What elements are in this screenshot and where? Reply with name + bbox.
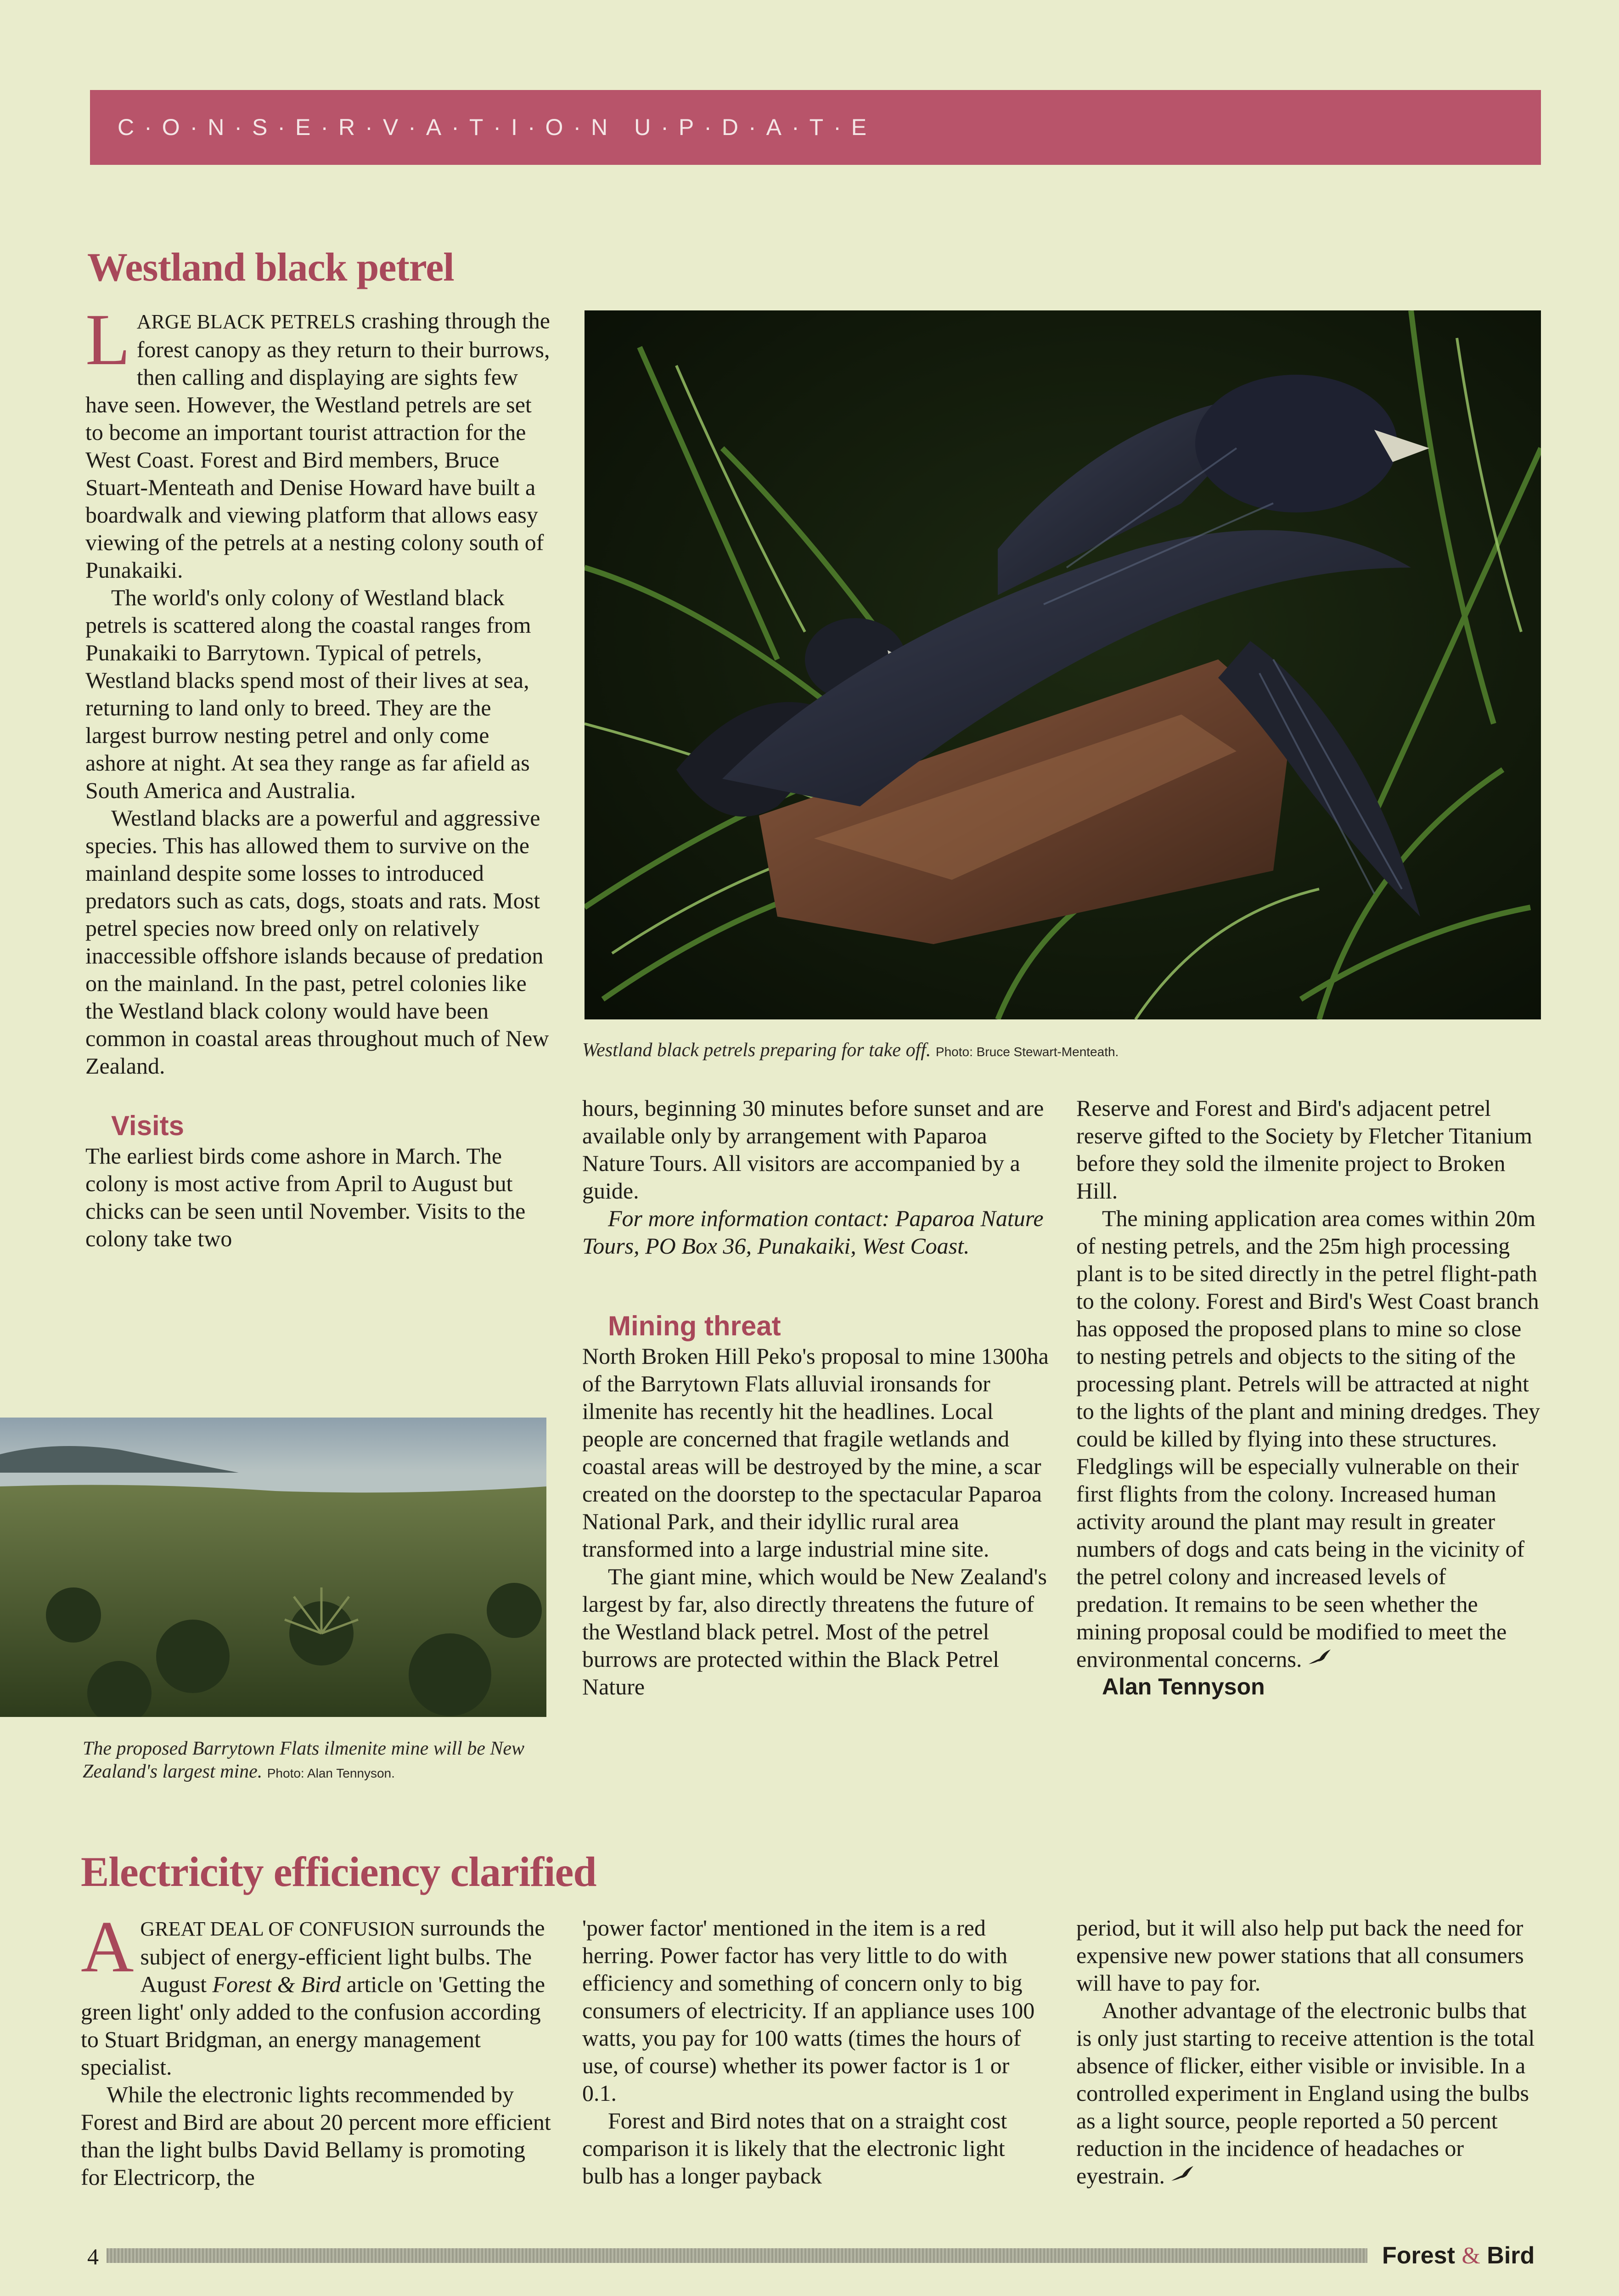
paragraph: Forest and Bird notes that on a straight cost comparison it is likely that the electronic light bulb has a longer payback xyxy=(582,2108,1007,2189)
petrel-photo xyxy=(585,310,1541,1019)
drop-cap: A xyxy=(81,1906,134,1987)
article-column-1 xyxy=(85,298,551,1252)
paragraph: Westland blacks are a powerful and aggressive species. This has allowed them to survive on the mainland despite some losses to introduced predators such as cats, dogs, stoats and rats. Most petrel species now breed only on relatively inaccessible offshore islands because of predation on the mainland. In the past, petrel colonies like the Westland black colony would have been common in coastal areas throughout much of New Zealand. xyxy=(85,805,549,1079)
paragraph: The world's only colony of Westland black petrels is scattered along the coastal ranges from Punakaiki to Barrytown. Typical of petrels, Westland blacks spend most of their lives at sea, returning to land only to breed. They are the largest burrow nesting petrel and only come ashore at night. At sea they range as far afield as South America and Australia. xyxy=(85,585,531,803)
paragraph: period, but it will also help put back the need for expensive new power stations that all consumers will have to pay for. xyxy=(1076,1915,1524,1996)
magazine-brand: Forest & Bird xyxy=(1382,2242,1535,2269)
article-column-2 xyxy=(582,1914,1049,2189)
section-banner xyxy=(90,90,1541,165)
banner-label: C·O·N·S·E·R·V·A·T·I·O·N U·P·D·A·T·E xyxy=(118,114,877,140)
contact-info: For more information contact: Paparoa Nature Tours, PO Box 36, Punakaiki, West Coast. xyxy=(582,1205,1044,1259)
article-column-3 xyxy=(1076,1094,1543,1700)
paragraph: The giant mine, which would be New Zealand's largest by far, also directly threatens the future of the Westland black petrel. Most of the petrel burrows are protected within the Black Petrel Nature xyxy=(582,1564,1047,1699)
landscape-photo-caption: The proposed Barrytown Flats ilmenite mine will be New Zealand's largest mine. Photo: Alan Tennyson. xyxy=(83,1738,525,1782)
paragraph: North Broken Hill Peko's proposal to mine 1300ha of the Barrytown Flats alluvial ironsands for ilmenite has recently hit the headlines. Local people are concerned that fragile wetlands and coastal areas will be destroyed by the mine, a scar created on the doorstep to the spectacular Paparoa National Park, and their idyllic rural area transformed into a large industrial mine site. xyxy=(582,1343,1049,1562)
lead-paragraph: LARGE BLACK PETRELS crashing through the forest canopy as they return to their burrows, then calling and displaying are sights few have seen. However, the Westland petrels are set to become an important tourist attraction for the West Coast. Forest and Bird members, Bruce Stuart-Menteath and Denise Howard have built a boardwalk and viewing platform that allows easy viewing of the petrels at a nesting colony south of Punakaiki. xyxy=(85,298,550,583)
footer-rule xyxy=(107,2248,1367,2263)
paragraph: hours, beginning 30 minutes before sunset and are available only by arrangement with Paparoa Nature Tours. All visitors are accompanied by a guide. xyxy=(582,1095,1044,1204)
author-byline: Alan Tennyson xyxy=(1102,1674,1265,1699)
page-number: 4 xyxy=(87,2244,99,2269)
paragraph: 'power factor' mentioned in the item is a red herring. Power factor has very little to do with efficiency and something of concern only to big consumers of electricity. If an appliance uses 100 watts, you pay for 100 watts (times the hours of use, of course) whether its power factor is 1 or 0.1. xyxy=(582,1915,1035,2106)
photo-credit: Photo: Alan Tennyson. xyxy=(267,1766,395,1780)
paragraph: While the electronic lights recommended by Forest and Bird are about 20 percent more efficient than the light bulbs David Bellamy is promoting for Electricorp, the xyxy=(81,2082,551,2190)
bird-end-mark-icon xyxy=(1170,2165,1194,2183)
lead-paragraph: AGREAT DEAL OF CONFUSION surrounds the subject of energy-efficient light bulbs. The August Forest & Bird article on 'Getting the green light' only added to the confusion according to Stuart Bridgman, an energy management specialist. xyxy=(81,1906,545,2080)
drop-cap: L xyxy=(85,298,130,380)
photo-credit: Photo: Bruce Stewart-Menteath. xyxy=(935,1045,1119,1059)
subheading-visits: Visits xyxy=(111,1110,184,1141)
landscape-photo xyxy=(0,1418,546,1717)
article-column-2 xyxy=(582,1094,1049,1700)
paragraph: Another advantage of the electronic bulbs that is only just starting to receive attention is the total absence of flicker, either visible or invisible. In a controlled experiment in England using the bulbs as a light source, people reported a 50 percent reduction in the incidence of headaches or eyestrain. xyxy=(1076,1998,1535,2189)
bird-end-mark-icon xyxy=(1308,1649,1332,1667)
article-column-3 xyxy=(1076,1914,1543,2189)
article-column-1 xyxy=(81,1906,551,2191)
subheading-mining-threat: Mining threat xyxy=(608,1311,781,1341)
paragraph: The mining application area comes within 20m of nesting petrels, and the 25m high processing plant is to be sited directly in the petrel flight-path to the colony. Forest and Bird's West Coast branch has opposed the proposed plans to mine so close to nesting petrels and objects to the siting of the processing plant. Petrels will be attracted at night to the lights of the plant and mining dredges. They could be killed by flying into these structures. Fledglings will be especially vulnerable on their first flights from the colony. Increased human activity around the plant may result in greater numbers of dogs and cats being in the vicinity of the petrel colony and increased levels of predation. It remains to be seen whether the mining proposal could be modified to meet the environmental concerns. xyxy=(1076,1205,1540,1672)
article-title: Electricity efficiency clarified xyxy=(81,1848,596,1895)
article-title: Westland black petrel xyxy=(87,245,454,290)
paragraph: The earliest birds come ashore in March. The colony is most active from April to August but chicks can be seen until November. Visits to the colony take two xyxy=(85,1143,526,1251)
petrel-photo-caption: Westland black petrels preparing for take off. Photo: Bruce Stewart-Menteath. xyxy=(582,1040,1119,1061)
paragraph: Reserve and Forest and Bird's adjacent petrel reserve gifted to the Society by Fletcher Titanium before they sold the ilmenite project to Broken Hill. xyxy=(1076,1095,1532,1204)
